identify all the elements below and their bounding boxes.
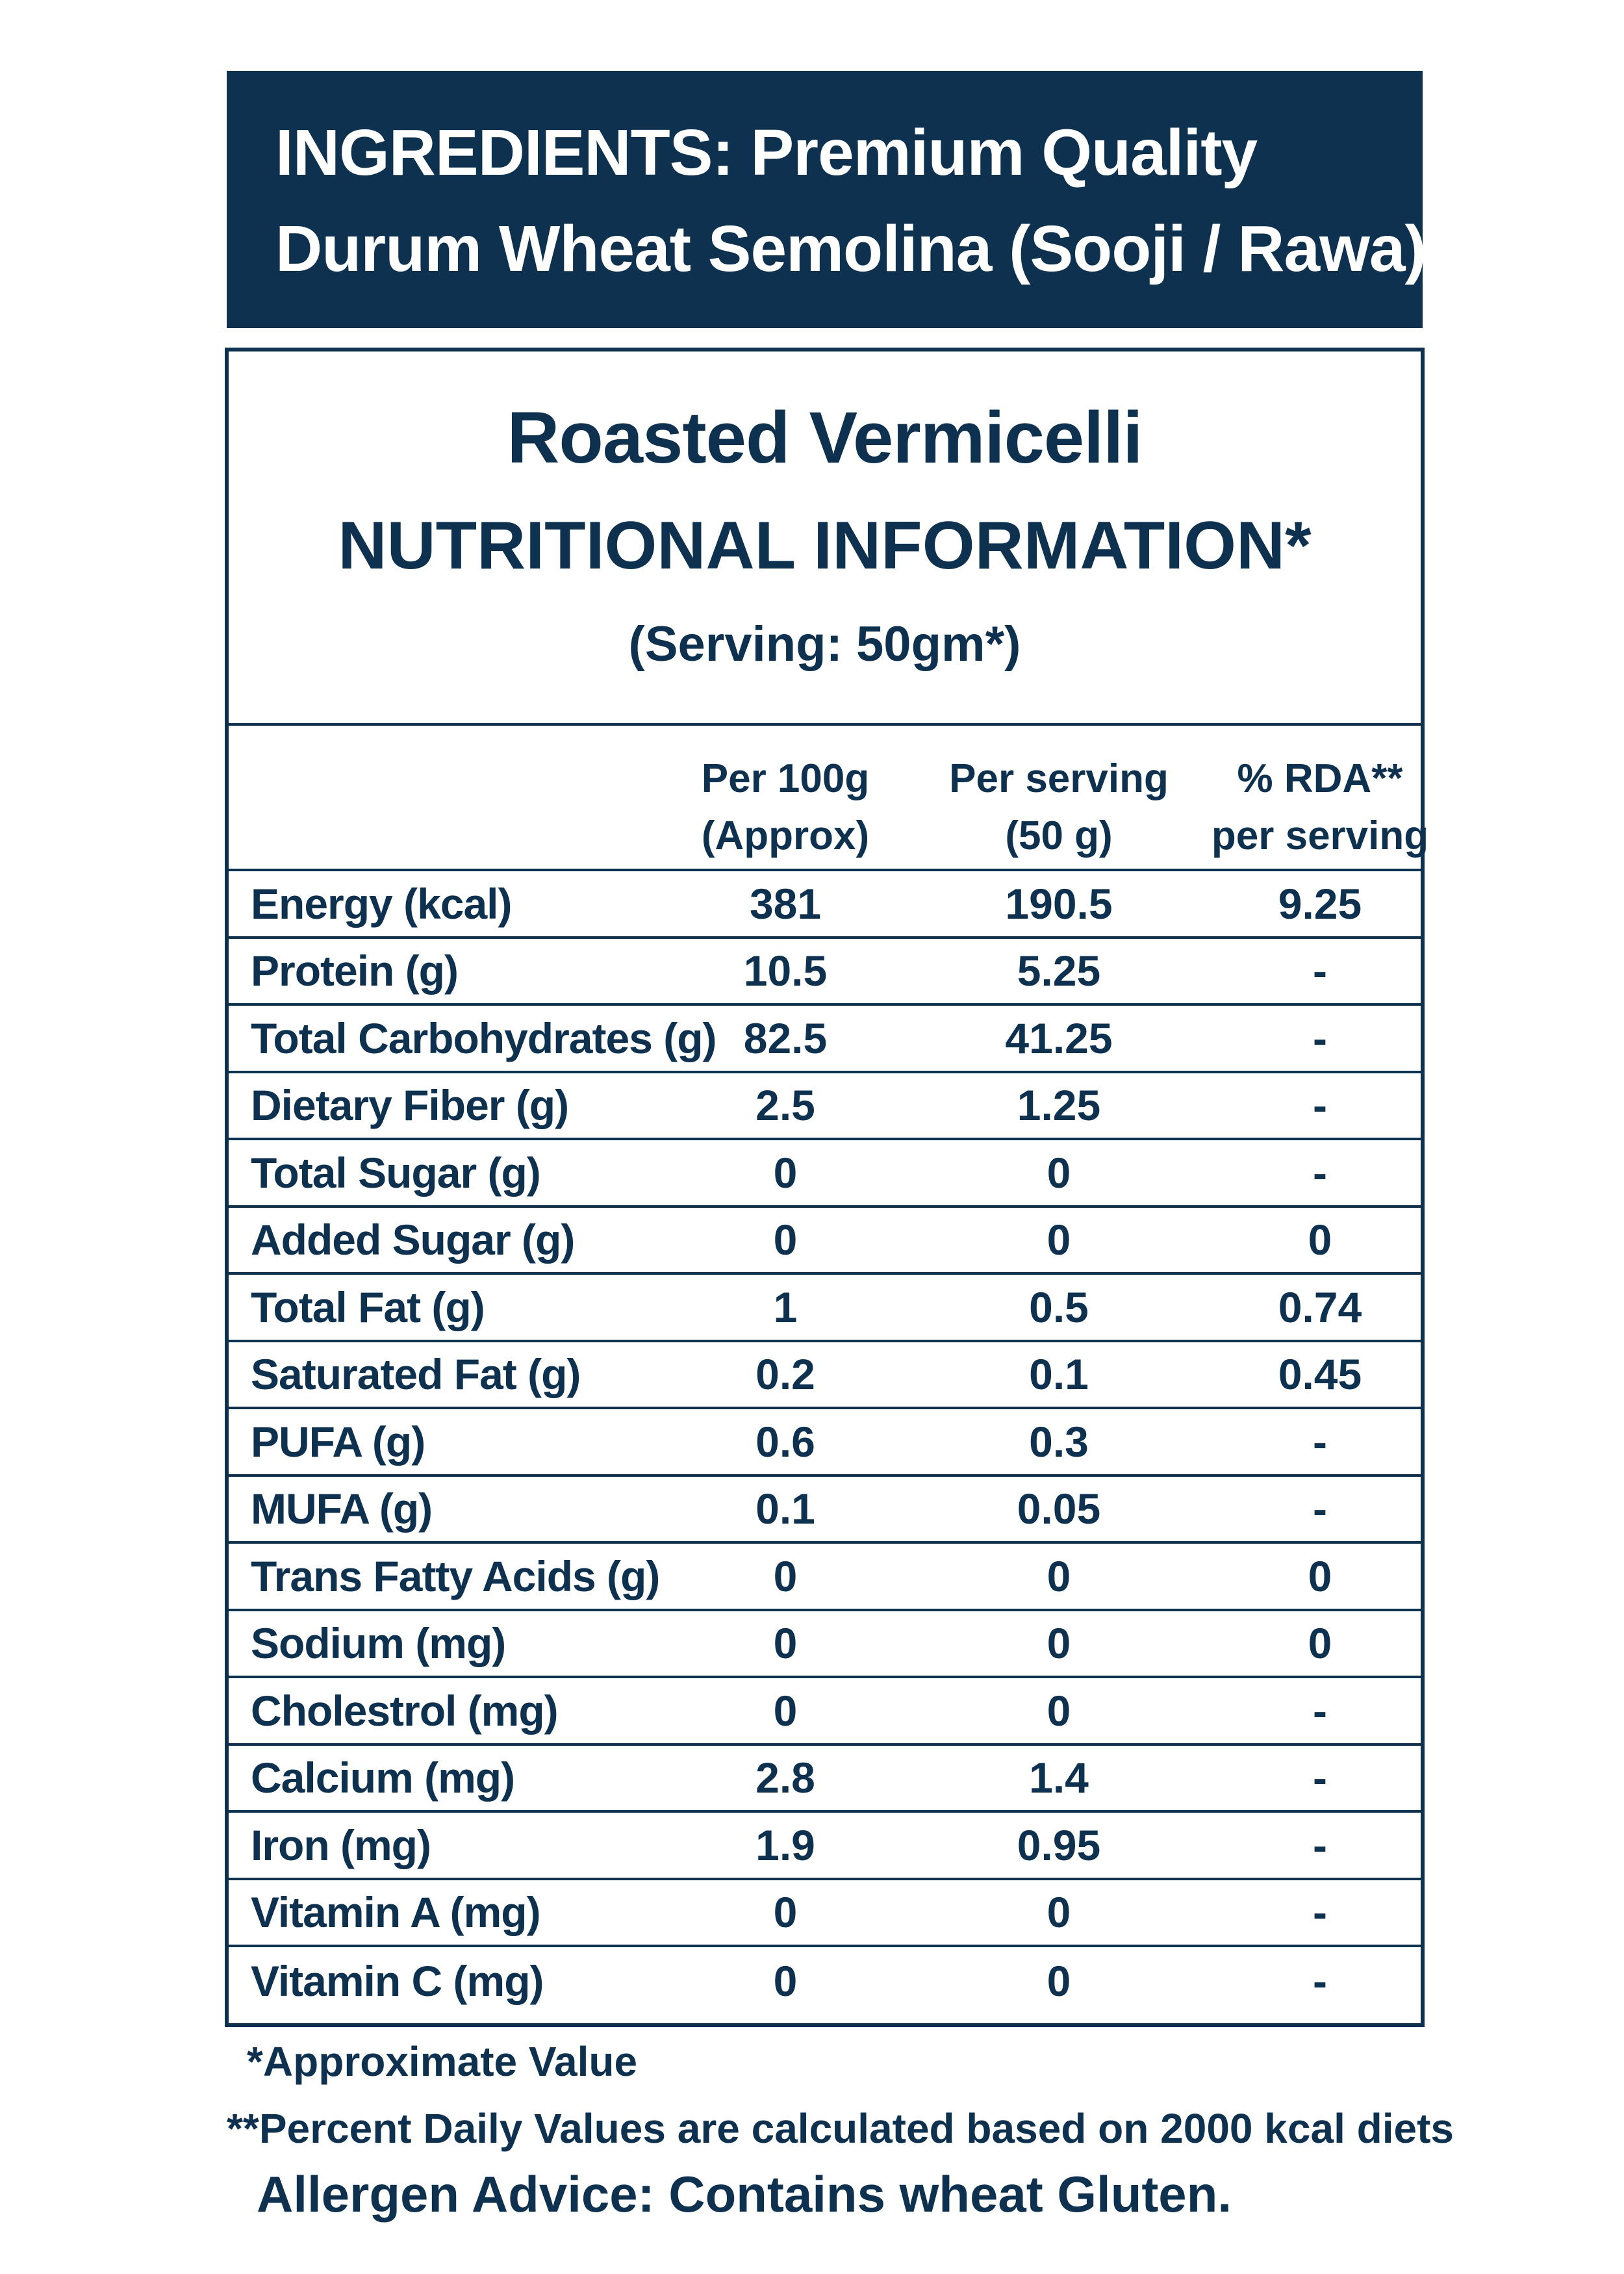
value-rda: - [1313, 947, 1327, 995]
nutrient-name: Total Sugar (g) [251, 1148, 540, 1197]
value-rda: - [1313, 1485, 1327, 1533]
nutrient-name: Total Carbohydrates (g) [251, 1014, 717, 1062]
column-header-rda-line2: per serving [1211, 813, 1429, 858]
value-per-serving: 1.25 [1017, 1081, 1101, 1130]
column-header-per100g-line1: Per 100g [701, 756, 870, 801]
table-row [229, 1409, 1421, 1477]
value-per-100g: 10.5 [743, 947, 828, 995]
footnote-daily-values: **Percent Daily Values are calculated based on 2000 kcal diets [227, 2105, 1454, 2152]
value-per-serving: 0.95 [1017, 1820, 1101, 1869]
nutrient-name: Sodium (mg) [251, 1619, 506, 1668]
table-row [229, 1880, 1421, 1948]
value-per-100g: 0 [773, 1619, 798, 1668]
table-row [229, 1006, 1421, 1073]
value-rda: - [1313, 1081, 1327, 1130]
nutrient-name: Vitamin A (mg) [251, 1888, 540, 1937]
table-row [229, 871, 1421, 939]
table-row [229, 1208, 1421, 1275]
nutrition-title-block [229, 351, 1421, 726]
nutrient-name: Saturated Fat (g) [251, 1350, 581, 1399]
value-per-serving: 0 [1047, 1552, 1071, 1600]
value-per-100g: 1 [773, 1283, 798, 1331]
value-per-100g: 0 [773, 1888, 798, 1937]
table-row [229, 1275, 1421, 1342]
column-header-per-serving [942, 750, 1176, 865]
value-per-serving: 0.5 [1029, 1283, 1089, 1331]
nutrient-name: Calcium (mg) [251, 1754, 515, 1802]
table-row [229, 1342, 1421, 1410]
value-per-serving: 0 [1047, 1619, 1071, 1668]
nutrient-name: Added Sugar (g) [251, 1216, 575, 1264]
nutrient-name: Dietary Fiber (g) [251, 1081, 569, 1130]
value-per-serving: 41.25 [1005, 1014, 1113, 1062]
table-header [229, 726, 1429, 871]
nutrient-name: Vitamin C (mg) [251, 1956, 544, 2005]
value-rda: 0.45 [1278, 1350, 1362, 1399]
value-rda: - [1313, 1820, 1327, 1869]
value-rda: - [1313, 1014, 1327, 1062]
nutrition-heading: NUTRITIONAL INFORMATION* [338, 508, 1312, 583]
table-row [229, 1678, 1421, 1746]
nutrient-name: Total Fat (g) [251, 1283, 485, 1331]
table-row [229, 1544, 1421, 1611]
value-rda: 0 [1308, 1216, 1332, 1264]
ingredients-line-1: INGREDIENTS: Premium Quality [275, 116, 1258, 189]
value-per-serving: 0 [1047, 1148, 1071, 1197]
table-row [229, 939, 1421, 1006]
column-header-per-serving-line1: Per serving [949, 756, 1169, 801]
allergen-advice: Allergen Advice: Contains wheat Gluten. [257, 2165, 1232, 2223]
table-row [229, 1073, 1421, 1141]
value-per-serving: 0 [1047, 1888, 1071, 1937]
value-rda: - [1313, 1956, 1327, 2005]
table-row [229, 1140, 1421, 1208]
table-row [229, 1746, 1421, 1813]
ingredients-line-2: Durum Wheat Semolina (Sooji / Rawa) [275, 212, 1426, 285]
column-header-per100g-line2: (Approx) [701, 813, 870, 858]
column-header-rda-line1: % RDA** [1237, 756, 1403, 801]
value-per-serving: 0 [1047, 1686, 1071, 1735]
nutrient-name: Energy (kcal) [251, 879, 512, 928]
value-per-100g: 82.5 [743, 1014, 828, 1062]
value-rda: 0 [1308, 1552, 1332, 1600]
value-rda: - [1313, 1417, 1327, 1466]
column-header-rda [1203, 750, 1437, 865]
table-row [229, 1477, 1421, 1544]
value-rda: 0.74 [1278, 1283, 1362, 1331]
value-per-serving: 0 [1047, 1216, 1071, 1264]
product-name: Roasted Vermicelli [507, 397, 1143, 478]
value-per-100g: 0 [773, 1686, 798, 1735]
value-per-100g: 1.9 [755, 1820, 815, 1869]
table-row [229, 1947, 1421, 2015]
nutrition-rows [229, 871, 1421, 2015]
value-rda: - [1313, 1686, 1327, 1735]
ingredients-banner [227, 71, 1426, 328]
value-per-100g: 0 [773, 1552, 798, 1600]
value-per-serving: 190.5 [1005, 879, 1113, 928]
value-per-serving: 0 [1047, 1956, 1071, 2005]
footnote-approximate: *Approximate Value [247, 2038, 638, 2085]
value-rda: - [1313, 1148, 1327, 1197]
value-per-100g: 0.6 [755, 1417, 815, 1466]
table-row [229, 1813, 1421, 1880]
value-per-serving: 5.25 [1017, 947, 1101, 995]
nutrient-name: MUFA (g) [251, 1485, 433, 1533]
column-header-per100g [688, 750, 883, 865]
serving-size: (Serving: 50gm*) [628, 617, 1021, 672]
nutrient-name: Protein (g) [251, 947, 458, 995]
table-row [229, 1611, 1421, 1679]
value-per-100g: 381 [749, 879, 822, 928]
nutrient-name: Iron (mg) [251, 1820, 431, 1869]
nutrient-name: Cholestrol (mg) [251, 1686, 558, 1735]
value-per-serving: 1.4 [1029, 1754, 1089, 1802]
value-per-100g: 0 [773, 1956, 798, 2005]
value-per-100g: 0 [773, 1148, 798, 1197]
value-per-serving: 0.3 [1029, 1417, 1089, 1466]
value-per-100g: 2.8 [755, 1754, 815, 1802]
value-per-100g: 2.5 [755, 1081, 815, 1130]
nutrition-panel [225, 348, 1429, 2027]
value-rda: 0 [1308, 1619, 1332, 1668]
value-per-100g: 0 [773, 1216, 798, 1264]
value-rda: 9.25 [1278, 879, 1362, 928]
value-per-serving: 0.05 [1017, 1485, 1101, 1533]
nutrient-name: PUFA (g) [251, 1417, 425, 1466]
value-per-100g: 0.1 [755, 1485, 815, 1533]
nutrient-name: Trans Fatty Acids (g) [251, 1552, 660, 1600]
column-header-per-serving-line2: (50 g) [1005, 813, 1113, 858]
value-per-serving: 0.1 [1029, 1350, 1089, 1399]
value-rda: - [1313, 1888, 1327, 1937]
value-per-100g: 0.2 [755, 1350, 815, 1399]
value-rda: - [1313, 1754, 1327, 1802]
